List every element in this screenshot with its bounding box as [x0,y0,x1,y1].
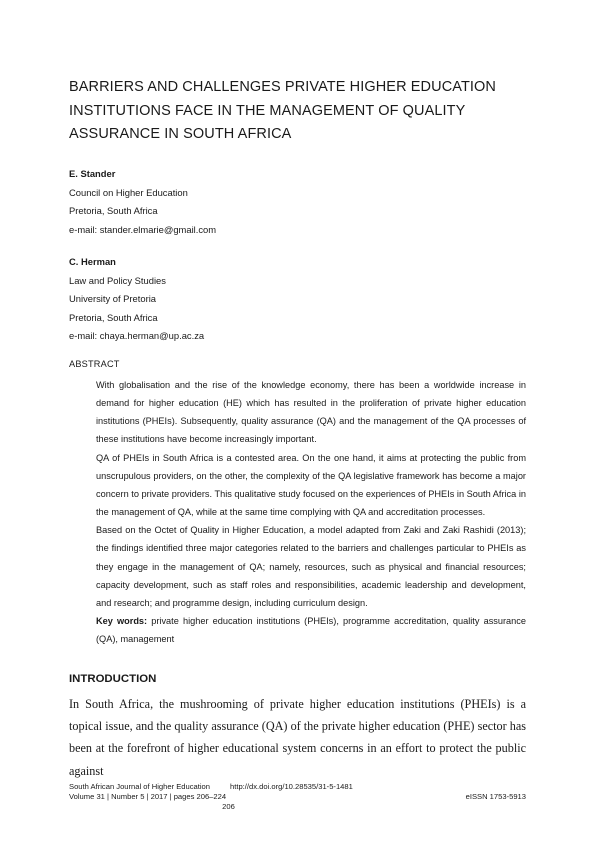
keywords-text: private higher education institutions (PHEIs), programme accreditation, quality assurance (QA), management [96,616,526,645]
abstract-paragraph: Based on the Octet of Quality in Higher Education, a model adapted from Zaki and Zaki Rashidi (2013); the findings identified three major categories related to the barriers and challenges particular to PHEIs as they engage in the management of QA; namely, resources, such as physical and financial resources; capacity development, such as staff roles and responsibilities, academic leadership and development, and research; and programme design, including curriculum design. [96,525,526,608]
author-email: e-mail: stander.elmarie@gmail.com [69,223,217,235]
author-email: e-mail: chaya.herman@up.ac.za [69,330,205,342]
volume-info: Volume 31 | Number 5 | 2017 | pages 206–224 [69,792,227,801]
keywords-label: Key words: [96,616,148,627]
article-title [69,76,529,147]
abstract-heading: ABSTRACT [69,359,120,369]
author-block [69,165,216,239]
author-department: Law and Policy Studies [69,274,166,286]
author-block [69,253,204,346]
author-affiliation: University of Pretoria [69,293,157,305]
abstract-paragraph: QA of PHEIs in South Africa is a contested area. On the one hand, it aims at protecting the public from unscrupulous providers, on the other, the complexity of the QA legislative framework has become a major concern to private providers. This qualitative study focused on the experiences of PHEIs in South Africa in the management of QA, while at the same time complying with QA and accreditation processes. [96,452,526,518]
section-heading-introduction: INTRODUCTION [69,673,157,685]
abstract-paragraph: With globalisation and the rise of the knowledge economy, there has been a worldwide increase in demand for higher education (HE) which has resulted in the proliferation of private higher education institutions (PHEIs). Subsequently, quality assurance (QA) and the management of the QA processes of these institutions have become increasingly important. [96,380,526,445]
issn: eISSN 1753-5913 [465,792,526,801]
author-location: Pretoria, South Africa [69,205,158,217]
title-line: BARRIERS AND CHALLENGES PRIVATE HIGHER EDUCATION [69,79,496,95]
doi-link[interactable]: http://dx.doi.org/10.28535/31-5-1481 [230,782,353,791]
journal-name: South African Journal of Higher Education [69,782,210,791]
abstract-body [96,376,526,648]
author-name: C. Herman [69,256,116,267]
page-footer [69,782,526,802]
author-location: Pretoria, South Africa [69,311,158,323]
author-name: E. Stander [69,168,116,179]
introduction-paragraph: In South Africa, the mushrooming of private higher education institutions (PHEIs) is a topical issue, and the quality assurance (QA) of the private higher education (PHE) sector has been at the forefront of higher educational system concerns in an effort to protect the public against [69,697,526,778]
title-line: ASSURANCE IN SOUTH AFRICA [69,126,292,142]
author-affiliation: Council on Higher Education [69,186,188,198]
page-number: 206 [222,802,235,811]
keywords [96,612,526,648]
title-line: INSTITUTIONS FACE IN THE MANAGEMENT OF QUALITY [69,102,466,119]
